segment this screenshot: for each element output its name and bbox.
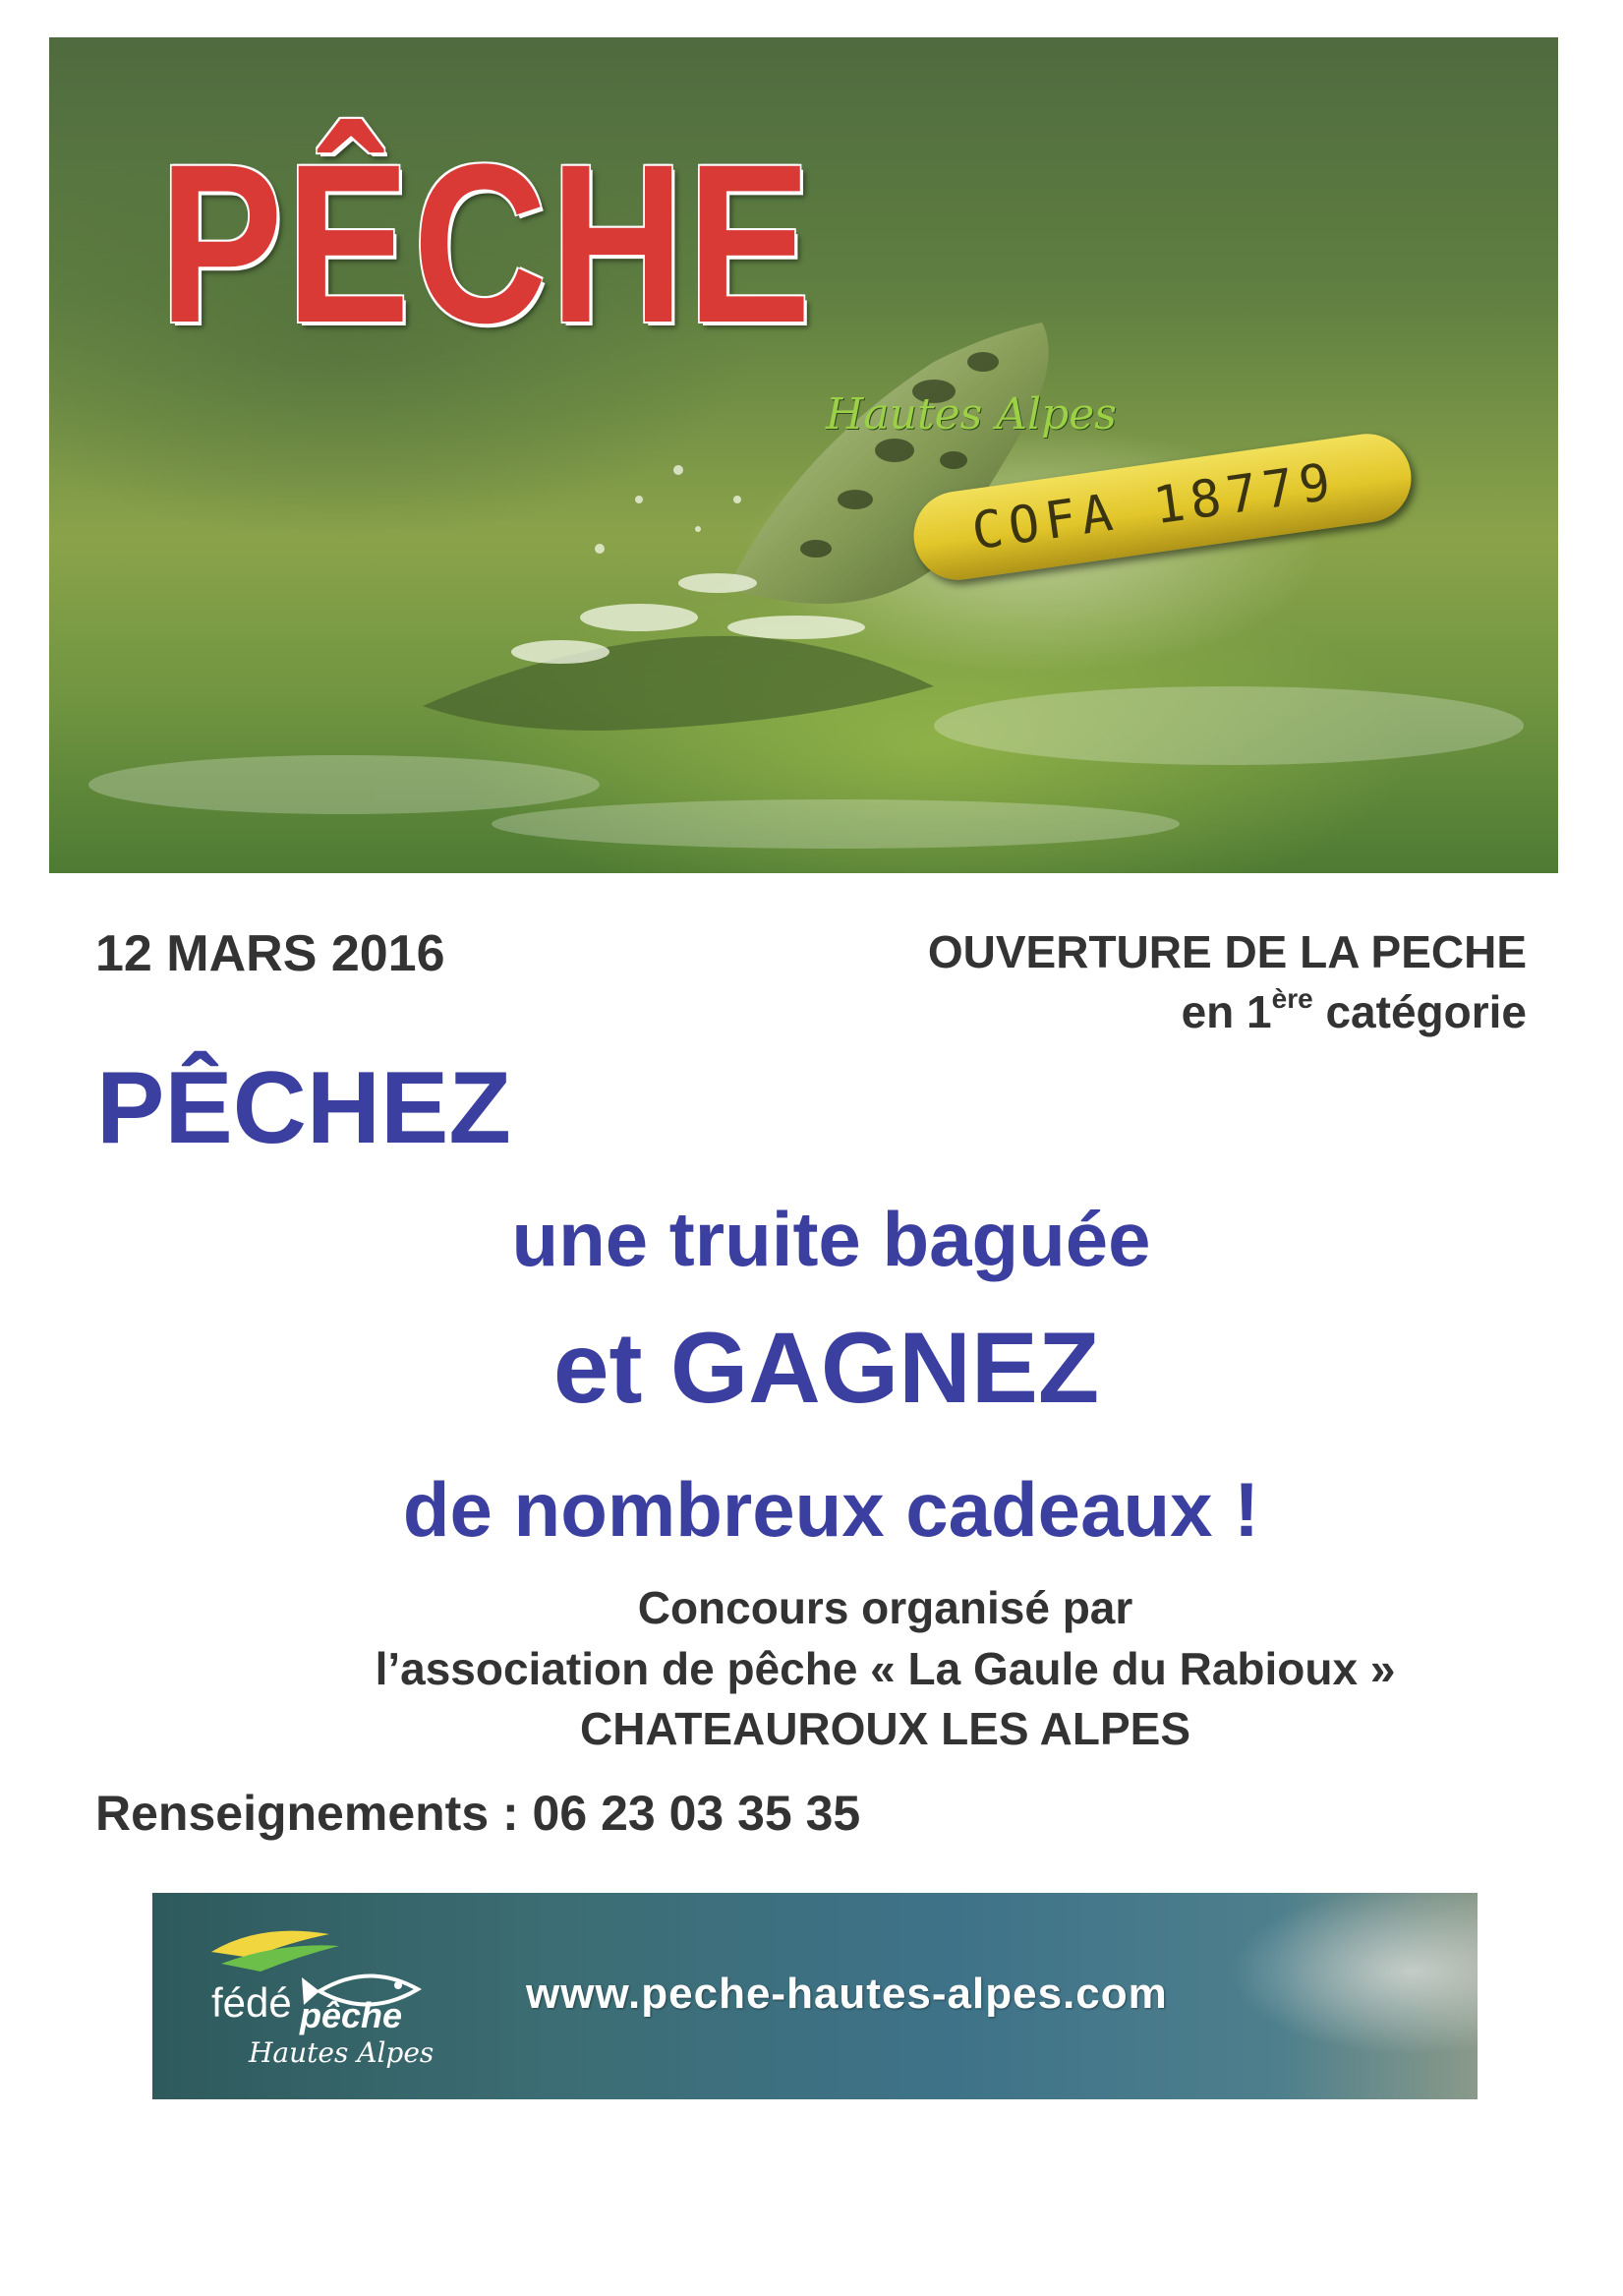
organizer-line-3: CHATEAUROUX LES ALPES bbox=[579, 1703, 1191, 1755]
opening-info bbox=[928, 922, 1527, 1041]
organizer-block bbox=[0, 1578, 1623, 1760]
footer-banner bbox=[152, 1893, 1478, 2099]
logo-fede-text: fédé bbox=[211, 1979, 292, 2026]
organizer-line-1: Concours organisé par bbox=[637, 1582, 1133, 1633]
hero-photo bbox=[49, 37, 1558, 873]
contact-phone: Renseignements : 06 23 03 35 35 bbox=[95, 1786, 861, 1841]
logo-subtitle: Hautes Alpes bbox=[249, 2036, 435, 2069]
opening-superscript: ère bbox=[1271, 982, 1313, 1014]
opening-line-1: OUVERTURE DE LA PECHE bbox=[927, 926, 1527, 977]
website-link[interactable]: www.peche-hautes-alpes.com bbox=[526, 1970, 1168, 2018]
opening-prefix: en 1 bbox=[1181, 985, 1272, 1037]
opening-suffix: catégorie bbox=[1312, 985, 1527, 1037]
hero-title: PÊCHE bbox=[159, 117, 815, 370]
hero-subtitle: Hautes Alpes bbox=[826, 389, 1117, 440]
fede-peche-logo bbox=[192, 1913, 437, 2090]
headline-line-1: PÊCHEZ bbox=[96, 1051, 511, 1165]
organizer-line-2: l’association de pêche « La Gaule du Rabioux » bbox=[375, 1642, 1396, 1694]
headline-line-3: et GAGNEZ bbox=[552, 1312, 1100, 1424]
headline-line-2: une truite baguée bbox=[511, 1196, 1151, 1282]
logo-peche-text: pêche bbox=[300, 1995, 403, 2035]
headline-line-4: de nombreux cadeaux ! bbox=[402, 1466, 1260, 1553]
opening-line-2 bbox=[928, 982, 1527, 1042]
event-date: 12 MARS 2016 bbox=[95, 925, 445, 982]
fish-tag-text: COFA 18779 bbox=[968, 452, 1340, 562]
